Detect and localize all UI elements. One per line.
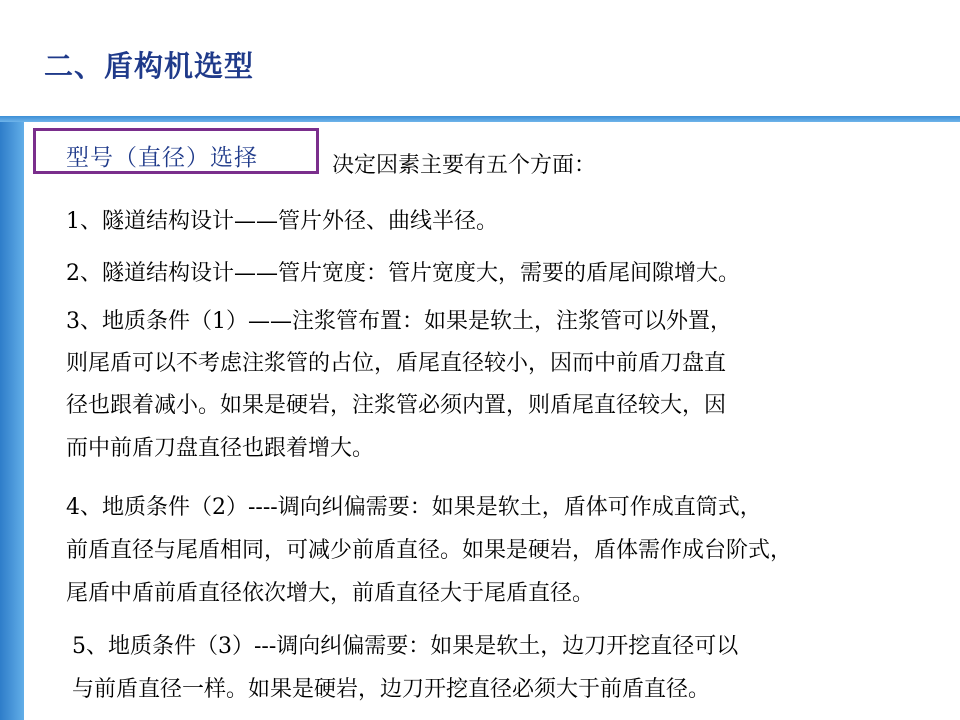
point-5-line-1: 5、地质条件（3）---调向纠偏需要：如果是软土，边刀开挖直径可以 [72, 634, 739, 659]
intro-text: 决定因素主要有五个方面： [332, 153, 597, 178]
type-selection-box [33, 128, 319, 174]
point-4-line-1: 4、地质条件（2）----调向纠偏需要：如果是软土，盾体可作成直筒式， [66, 495, 762, 520]
point-3-line-1: 3、地质条件（1）——注浆管布置：如果是软土，注浆管可以外置， [66, 309, 732, 334]
point-3-line-3: 径也跟着减小。如果是硬岩，注浆管必须内置，则盾尾直径较大，因 [66, 393, 727, 418]
slide-header [0, 0, 960, 116]
point-1: 1、隧道结构设计——管片外径、曲线半径。 [66, 209, 498, 234]
point-2: 2、隧道结构设计——管片宽度：管片宽度大，需要的盾尾间隙增大。 [66, 261, 740, 286]
point-3-line-2: 则尾盾可以不考虑注浆管的占位，盾尾直径较小，因而中前盾刀盘直 [66, 351, 727, 376]
point-4-line-2: 前盾直径与尾盾相同，可减少前盾直径。如果是硬岩，盾体需作成台阶式， [66, 538, 793, 563]
type-selection-label: 型号（直径）选择 [66, 145, 258, 171]
left-accent-bar [0, 116, 24, 720]
slide-title: 二、盾构机选型 [44, 49, 255, 83]
point-4-line-3: 尾盾中盾前盾直径依次增大，前盾直径大于尾盾直径。 [66, 581, 595, 606]
point-5-line-2: 与前盾直径一样。如果是硬岩，边刀开挖直径必须大于前盾直径。 [72, 677, 711, 702]
point-3-line-4: 而中前盾刀盘直径也跟着增大。 [66, 436, 375, 461]
